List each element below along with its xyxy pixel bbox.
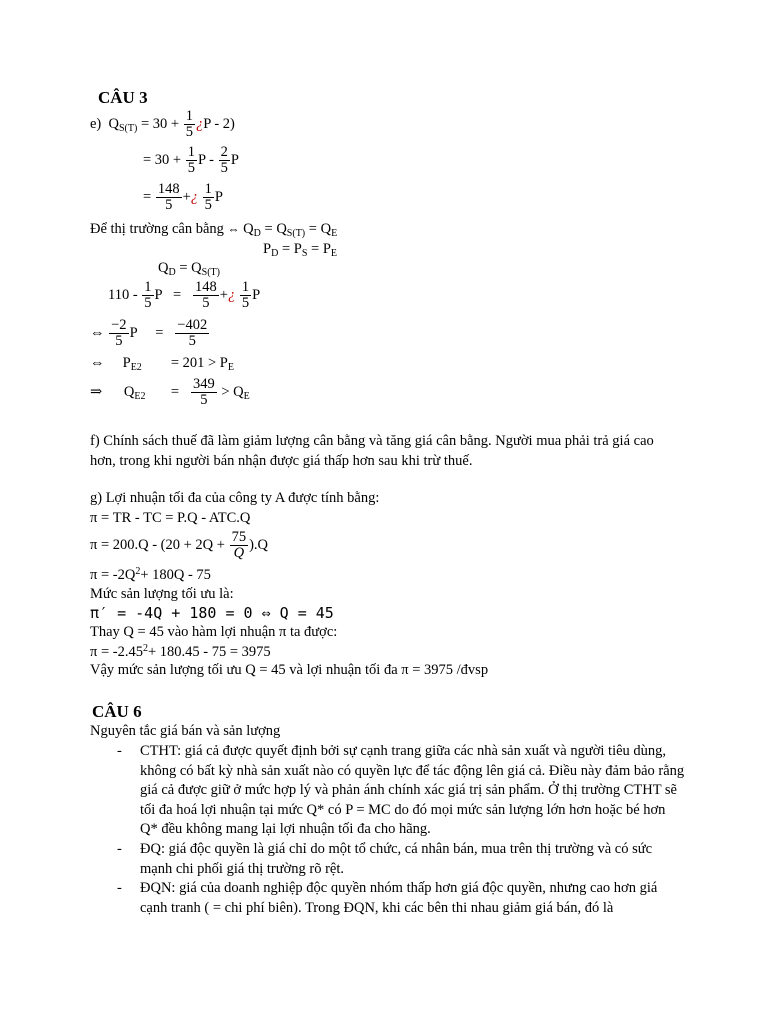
equation-e2: = 30 + $\frac{1}{5}$ P - $\frac{2}{5}$ P xyxy=(143,144,239,177)
heading-cau3: CÂU 3 xyxy=(98,88,148,107)
g-line8: $\pi = -2.45^2+ 180.45 - 75 = 3975$ xyxy=(90,643,271,660)
equation-e1: e) $Q_{S(T)} = 30$ + $\frac{1}{5}$ ¿P - 2) xyxy=(90,108,235,141)
bullet-dq: ĐQ: giá độc quyền là giá chỉ do một tổ chức, cá nhân bán, mua trên thị trường và có sức mạnh chi phối giá thị trường rõ rệt. xyxy=(140,841,653,877)
bullet-dash-1: - xyxy=(117,743,122,759)
system-line2: 110 - $\frac{1}{5}$ P = $\frac{148}{5}$ +¿ $\frac{1}{5}$ P xyxy=(108,279,261,312)
bullet-dash-2: - xyxy=(117,841,122,857)
paragraph-f: f) Chính sách thuế đã làm giảm lượng cân bằng và tăng giá cân bằng. Người mua phải trả giá cao hơn, trong khi người bán nhận được giá thấp hơn sau khi trừ thuế. xyxy=(90,433,654,469)
g-line1: g) Lợi nhuận tối đa của công ty A được tính bằng: xyxy=(90,490,380,506)
cau6-intro: Nguyên tắc giá bán và sản lượng xyxy=(90,723,281,739)
g-line3: π = 200.Q - (20 + 2Q + $\frac{75}{Q}$ ).Q xyxy=(90,529,269,562)
system-line5: ⇒ $Q_{E2}$ = $\frac{349}{5}$ > $Q_E$ xyxy=(90,376,250,409)
bullet-ctht: CTHT: giá cả được quyết định bởi sự cạnh trang giữa các nhà sản xuất và người tiêu dùng, không có bất kỳ nhà sản xuất nào có quyền lực để tác động lên giá cả. Điều này đảm bảo rằng giá cả được giữ ở mức hợp lý và phản ánh chính xác giá trị sản phẩm. Ở thị trường CTHT sẽ tối đa hoá lợi nhuận tại mức Q* có P = MC do đó mọi mức sản lượng lớn hơn hoặc bé hơn Q* đều không mang lại lợi nhuận tối đa cho hãng. xyxy=(140,743,685,837)
g-line9: Vậy mức sản lượng tối ưu Q = 45 và lợi nhuận tối đa π = 3975 /đvsp xyxy=(90,662,489,678)
bullet-dqn: ĐQN: giá của doanh nghiệp độc quyền nhóm thấp hơn giá độc quyền, nhưng cao hơn giá cạnh tranh ( = chi phí biên). Trong ĐQN, khi các bên thi nhau giảm giá bán, đó là xyxy=(140,880,658,916)
system-line1: $Q_D = Q_{S(T)}$ xyxy=(158,260,220,278)
equation-e3: = $\frac{148}{5}$ +¿ $\frac{1}{5}$ P xyxy=(143,181,223,214)
system-line3: ⇔ $\frac{-2}{5}$ P = $\frac{-402}{5}$ xyxy=(90,317,208,350)
g-line6: π′ = -4Q + 180 = 0 ⇔ Q = 45 xyxy=(90,604,334,622)
price-condition: $P_D = P_S = P_E$ xyxy=(263,241,338,259)
bullet-dash-3: - xyxy=(117,880,122,896)
g-line4: $\pi = -2Q^2+ 180Q - 75$ xyxy=(90,566,211,583)
system-line4: ⇔ $P_{E2}$ = $201 > P_E$ xyxy=(90,355,234,373)
g-line5: Mức sản lượng tối ưu là: xyxy=(90,586,234,602)
heading-cau6: CÂU 6 xyxy=(92,702,142,721)
g-line2: π = TR - TC = P.Q - ATC.Q xyxy=(90,510,251,526)
g-line7: Thay Q = 45 vào hàm lợi nhuận π ta được: xyxy=(90,624,338,640)
equilibrium-condition: Để thị trường cân bằng ⇔ $Q_D = Q_{S(T)} = Q_E$ xyxy=(90,221,338,239)
